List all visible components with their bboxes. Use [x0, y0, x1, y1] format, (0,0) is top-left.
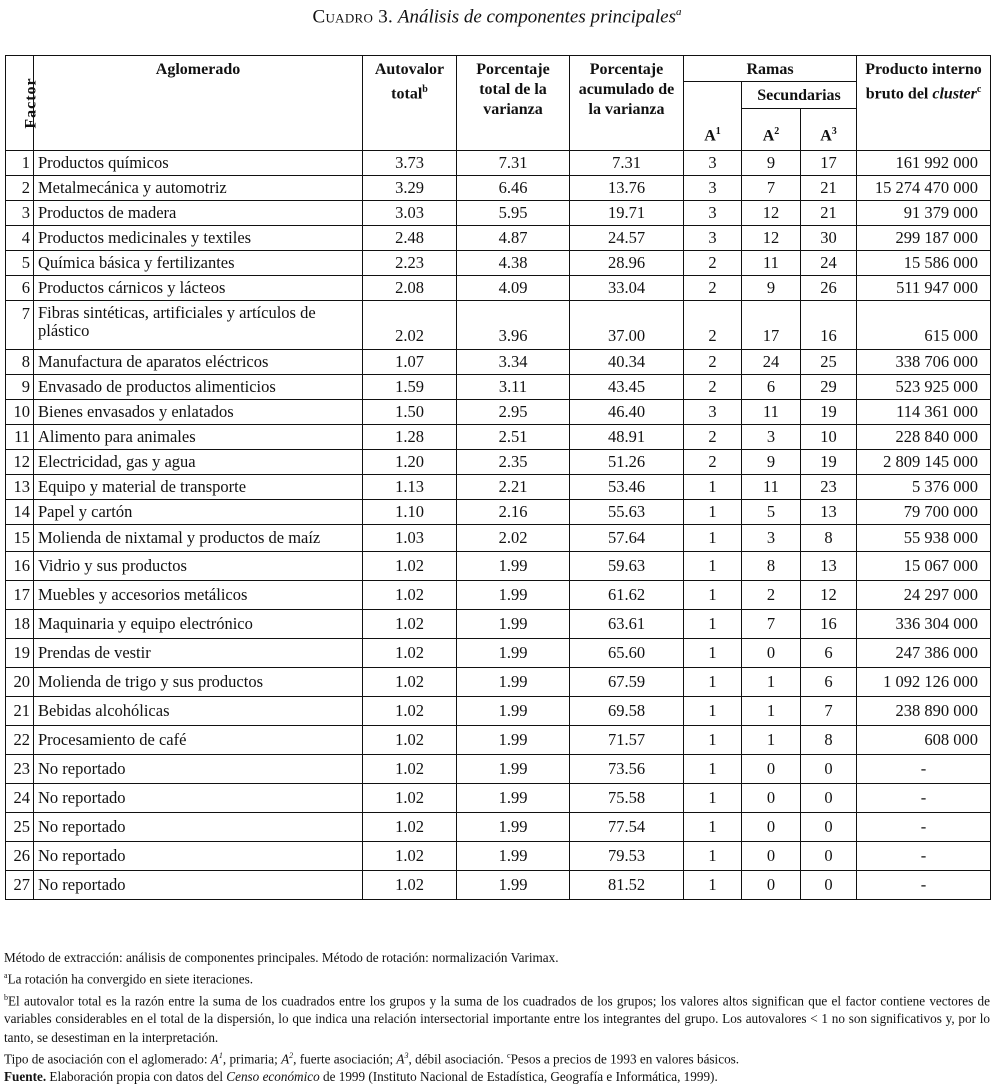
pib-cell: -: [857, 813, 991, 842]
pib-cell: 55 938 000: [857, 525, 991, 552]
a3-cell: 0: [801, 871, 857, 900]
autovalor-cell: 1.20: [363, 450, 457, 475]
table-row: [6, 755, 991, 784]
aglomerado-cell: Productos cárnicos y lácteos: [34, 276, 363, 301]
table-row: [6, 425, 991, 450]
a1-cell: 2: [684, 425, 742, 450]
a1-cell: 1: [684, 610, 742, 639]
a1-cell: 1: [684, 755, 742, 784]
autovalor-cell: 1.02: [363, 552, 457, 581]
aglomerado-cell: Productos de madera: [34, 201, 363, 226]
aglomerado-cell: Prendas de vestir: [34, 639, 363, 668]
porcentaje-total-cell: 6.46: [457, 176, 570, 201]
pib-cell: 338 706 000: [857, 350, 991, 375]
header-a2: $A^2$: [742, 109, 801, 151]
factor-cell: 11: [6, 425, 34, 450]
a2-cell: 8: [742, 552, 801, 581]
table-row: [6, 784, 991, 813]
porcentaje-acumulado-cell: 28.96: [570, 251, 684, 276]
porcentaje-total-cell: 5.95: [457, 201, 570, 226]
factor-cell: 3: [6, 201, 34, 226]
header-aglomerado: Aglomerado: [34, 56, 363, 151]
porcentaje-total-cell: 1.99: [457, 697, 570, 726]
aglomerado-cell: Equipo y material de transporte: [34, 475, 363, 500]
a1-cell: 3: [684, 226, 742, 251]
aglomerado-cell: No reportado: [34, 871, 363, 900]
table-row: [6, 151, 991, 176]
a2-cell: 12: [742, 201, 801, 226]
table-row: [6, 201, 991, 226]
a1-cell: 3: [684, 201, 742, 226]
table-row: [6, 251, 991, 276]
pib-cell: -: [857, 842, 991, 871]
autovalor-cell: 1.28: [363, 425, 457, 450]
porcentaje-acumulado-cell: 77.54: [570, 813, 684, 842]
a2-cell: 3: [742, 425, 801, 450]
porcentaje-acumulado-cell: 13.76: [570, 176, 684, 201]
autovalor-cell: 1.02: [363, 668, 457, 697]
porcentaje-total-cell: 1.99: [457, 755, 570, 784]
pib-cell: -: [857, 755, 991, 784]
a2-cell: 0: [742, 755, 801, 784]
a2-cell: 11: [742, 400, 801, 425]
a3-cell: 8: [801, 726, 857, 755]
porcentaje-total-cell: 2.16: [457, 500, 570, 525]
porcentaje-total-cell: 1.99: [457, 552, 570, 581]
table-row: [6, 450, 991, 475]
pib-cell: 615 000: [857, 301, 991, 350]
aglomerado-cell: Productos químicos: [34, 151, 363, 176]
pib-cell: 511 947 000: [857, 276, 991, 301]
table-row: [6, 301, 991, 350]
factor-cell: 9: [6, 375, 34, 400]
a2-cell: 2: [742, 581, 801, 610]
factor-cell: 26: [6, 842, 34, 871]
autovalor-cell: 1.02: [363, 813, 457, 842]
a2-cell: 0: [742, 813, 801, 842]
factor-cell: 5: [6, 251, 34, 276]
a3-cell: 12: [801, 581, 857, 610]
a2-cell: 1: [742, 726, 801, 755]
factor-cell: 18: [6, 610, 34, 639]
a2-cell: 0: [742, 871, 801, 900]
autovalor-cell: 2.23: [363, 251, 457, 276]
autovalor-cell: 1.02: [363, 784, 457, 813]
porcentaje-total-cell: 1.99: [457, 871, 570, 900]
aglomerado-cell: Molienda de trigo y sus productos: [34, 668, 363, 697]
porcentaje-acumulado-cell: 73.56: [570, 755, 684, 784]
aglomerado-cell: Electricidad, gas y agua: [34, 450, 363, 475]
autovalor-cell: 1.02: [363, 726, 457, 755]
pib-cell: 336 304 000: [857, 610, 991, 639]
porcentaje-acumulado-cell: 33.04: [570, 276, 684, 301]
aglomerado-cell: No reportado: [34, 842, 363, 871]
a3-cell: 13: [801, 500, 857, 525]
factor-cell: 1: [6, 151, 34, 176]
autovalor-cell: 2.48: [363, 226, 457, 251]
porcentaje-acumulado-cell: 7.31: [570, 151, 684, 176]
a3-cell: 16: [801, 610, 857, 639]
table-row: [6, 375, 991, 400]
aglomerado-cell: Bebidas alcohólicas: [34, 697, 363, 726]
autovalor-cell: 1.02: [363, 639, 457, 668]
pib-cell: 114 361 000: [857, 400, 991, 425]
a1-cell: 1: [684, 581, 742, 610]
pib-cell: 1 092 126 000: [857, 668, 991, 697]
porcentaje-acumulado-cell: 53.46: [570, 475, 684, 500]
autovalor-cell: 1.59: [363, 375, 457, 400]
aglomerado-cell: Maquinaria y equipo electrónico: [34, 610, 363, 639]
a1-cell: 3: [684, 400, 742, 425]
porcentaje-acumulado-cell: 46.40: [570, 400, 684, 425]
a3-cell: 6: [801, 668, 857, 697]
factor-cell: 25: [6, 813, 34, 842]
a3-cell: 21: [801, 176, 857, 201]
a3-cell: 0: [801, 813, 857, 842]
porcentaje-total-cell: 1.99: [457, 668, 570, 697]
aglomerado-cell: Manufactura de aparatos eléctricos: [34, 350, 363, 375]
table-row: [6, 668, 991, 697]
pib-cell: 79 700 000: [857, 500, 991, 525]
table-row: [6, 639, 991, 668]
porcentaje-total-cell: 3.34: [457, 350, 570, 375]
autovalor-cell: 1.02: [363, 842, 457, 871]
a1-cell: 1: [684, 639, 742, 668]
a1-cell: 1: [684, 813, 742, 842]
porcentaje-total-cell: 1.99: [457, 813, 570, 842]
table-row: [6, 610, 991, 639]
aglomerado-cell: Química básica y fertilizantes: [34, 251, 363, 276]
table-row: [6, 581, 991, 610]
aglomerado-cell: Molienda de nixtamal y productos de maíz: [34, 525, 363, 552]
a3-cell: 21: [801, 201, 857, 226]
aglomerado-cell: No reportado: [34, 755, 363, 784]
aglomerado-cell: Bienes envasados y enlatados: [34, 400, 363, 425]
a1-cell: 1: [684, 668, 742, 697]
porcentaje-total-cell: 1.99: [457, 639, 570, 668]
aglomerado-cell: Alimento para animales: [34, 425, 363, 450]
a2-cell: 11: [742, 251, 801, 276]
autovalor-cell: 2.02: [363, 301, 457, 350]
a1-cell: 2: [684, 301, 742, 350]
pib-cell: 238 890 000: [857, 697, 991, 726]
porcentaje-total-cell: 2.02: [457, 525, 570, 552]
porcentaje-total-cell: 2.95: [457, 400, 570, 425]
porcentaje-acumulado-cell: 19.71: [570, 201, 684, 226]
pib-cell: 161 992 000: [857, 151, 991, 176]
header-pib: Producto interno bruto del cluster$^c$: [857, 56, 991, 151]
aglomerado-cell: Muebles y accesorios metálicos: [34, 581, 363, 610]
a1-cell: 3: [684, 176, 742, 201]
autovalor-cell: 3.03: [363, 201, 457, 226]
table-row: [6, 176, 991, 201]
autovalor-cell: 1.02: [363, 697, 457, 726]
porcentaje-acumulado-cell: 51.26: [570, 450, 684, 475]
aglomerado-cell: Procesamiento de café: [34, 726, 363, 755]
factor-cell: 22: [6, 726, 34, 755]
factor-cell: 4: [6, 226, 34, 251]
pib-cell: 247 386 000: [857, 639, 991, 668]
porcentaje-total-cell: 4.87: [457, 226, 570, 251]
porcentaje-total-cell: 3.96: [457, 301, 570, 350]
a2-cell: 1: [742, 668, 801, 697]
header-a3: $A^3$: [801, 109, 857, 151]
pib-cell: 5 376 000: [857, 475, 991, 500]
aglomerado-cell: Papel y cartón: [34, 500, 363, 525]
header-porcentaje-acumulado: Porcentaje acumulado de la varianza: [570, 56, 684, 151]
autovalor-cell: 1.02: [363, 755, 457, 784]
a2-cell: 9: [742, 151, 801, 176]
a1-cell: 1: [684, 842, 742, 871]
a1-cell: 2: [684, 350, 742, 375]
a2-cell: 5: [742, 500, 801, 525]
a2-cell: 0: [742, 639, 801, 668]
header-ramas: Ramas: [684, 56, 857, 82]
factor-cell: 10: [6, 400, 34, 425]
pib-cell: 15 067 000: [857, 552, 991, 581]
porcentaje-acumulado-cell: 24.57: [570, 226, 684, 251]
porcentaje-acumulado-cell: 79.53: [570, 842, 684, 871]
porcentaje-total-cell: 7.31: [457, 151, 570, 176]
table-notes: [4, 949, 990, 1087]
a2-cell: 9: [742, 450, 801, 475]
pib-cell: 91 379 000: [857, 201, 991, 226]
header-autovalor: Autovalor total$^b$: [363, 56, 457, 151]
aglomerado-cell: Fibras sintéticas, artificiales y artículos de plástico: [34, 301, 363, 350]
a1-cell: 2: [684, 375, 742, 400]
aglomerado-cell: Vidrio y sus productos: [34, 552, 363, 581]
note-method: Método de extracción: análisis de componentes principales. Método de rotación: normalización Varimax.: [4, 950, 559, 965]
factor-cell: 27: [6, 871, 34, 900]
porcentaje-total-cell: 2.21: [457, 475, 570, 500]
factor-cell: 7: [6, 301, 34, 350]
factor-cell: 20: [6, 668, 34, 697]
table-row: [6, 842, 991, 871]
autovalor-cell: 1.02: [363, 581, 457, 610]
factor-cell: 19: [6, 639, 34, 668]
pib-cell: -: [857, 784, 991, 813]
factor-cell: 17: [6, 581, 34, 610]
table-row: [6, 226, 991, 251]
pib-cell: 24 297 000: [857, 581, 991, 610]
table-row: [6, 276, 991, 301]
porcentaje-acumulado-cell: 81.52: [570, 871, 684, 900]
a3-cell: 6: [801, 639, 857, 668]
a1-cell: 1: [684, 525, 742, 552]
table-row: [6, 697, 991, 726]
a3-cell: 26: [801, 276, 857, 301]
table-label: Cuadro 3.: [312, 6, 394, 28]
aglomerado-cell: Envasado de productos alimenticios: [34, 375, 363, 400]
autovalor-cell: 1.02: [363, 871, 457, 900]
autovalor-cell: 3.29: [363, 176, 457, 201]
pib-cell: 299 187 000: [857, 226, 991, 251]
aglomerado-cell: No reportado: [34, 813, 363, 842]
porcentaje-total-cell: 2.35: [457, 450, 570, 475]
porcentaje-total-cell: 4.09: [457, 276, 570, 301]
a3-cell: 8: [801, 525, 857, 552]
porcentaje-acumulado-cell: 43.45: [570, 375, 684, 400]
a3-cell: 23: [801, 475, 857, 500]
factor-cell: 2: [6, 176, 34, 201]
factor-cell: 14: [6, 500, 34, 525]
a3-cell: 29: [801, 375, 857, 400]
a1-cell: 2: [684, 276, 742, 301]
header-secundarias: Secundarias: [742, 82, 857, 109]
table-row: [6, 500, 991, 525]
a2-cell: 17: [742, 301, 801, 350]
note-source: Fuente. Elaboración propia con datos del Censo económico de 1999 (Instituto Nacional de Estadística, Geografía e Informática, 1999).: [4, 1069, 718, 1085]
a3-cell: 16: [801, 301, 857, 350]
a2-cell: 0: [742, 842, 801, 871]
table-row: [6, 400, 991, 425]
table-caption: Análisis de componentes principales: [397, 6, 676, 28]
porcentaje-acumulado-cell: 69.58: [570, 697, 684, 726]
a3-cell: 25: [801, 350, 857, 375]
porcentaje-acumulado-cell: 63.61: [570, 610, 684, 639]
aglomerado-cell: No reportado: [34, 784, 363, 813]
porcentaje-total-cell: 1.99: [457, 726, 570, 755]
autovalor-cell: 1.50: [363, 400, 457, 425]
a1-cell: 1: [684, 552, 742, 581]
porcentaje-acumulado-cell: 61.62: [570, 581, 684, 610]
porcentaje-total-cell: 1.99: [457, 784, 570, 813]
a2-cell: 7: [742, 610, 801, 639]
a2-cell: 0: [742, 784, 801, 813]
a1-cell: 1: [684, 784, 742, 813]
porcentaje-acumulado-cell: 57.64: [570, 525, 684, 552]
aglomerado-cell: Productos medicinales y textiles: [34, 226, 363, 251]
porcentaje-acumulado-cell: 59.63: [570, 552, 684, 581]
a2-cell: 24: [742, 350, 801, 375]
a3-cell: 0: [801, 784, 857, 813]
pib-cell: -: [857, 871, 991, 900]
autovalor-cell: 3.73: [363, 151, 457, 176]
porcentaje-total-cell: 1.99: [457, 581, 570, 610]
autovalor-cell: 1.07: [363, 350, 457, 375]
a1-cell: 1: [684, 697, 742, 726]
autovalor-cell: 1.02: [363, 610, 457, 639]
a2-cell: 6: [742, 375, 801, 400]
a2-cell: 3: [742, 525, 801, 552]
table-row: [6, 552, 991, 581]
porcentaje-acumulado-cell: 37.00: [570, 301, 684, 350]
a3-cell: 13: [801, 552, 857, 581]
principal-components-table: [5, 55, 991, 900]
porcentaje-acumulado-cell: 75.58: [570, 784, 684, 813]
a2-cell: 12: [742, 226, 801, 251]
table-row: [6, 475, 991, 500]
autovalor-cell: 1.10: [363, 500, 457, 525]
a3-cell: 17: [801, 151, 857, 176]
a3-cell: 24: [801, 251, 857, 276]
note-b: $^b$El autovalor total es la razón entre la suma de los cuadrados entre los grupos y la suma de los cuadrados de los grupos; los valores altos significan que el factor contiene vectores de variables considerables en el total de la dispersión, lo que indica una relación intersectorial importante entre los integrantes del grupo. Los autovalores < 1 no son significativos y, por lo tanto, se desestiman en la interpretación.: [4, 992, 990, 1045]
a2-cell: 11: [742, 475, 801, 500]
a2-cell: 7: [742, 176, 801, 201]
pib-cell: 2 809 145 000: [857, 450, 991, 475]
pib-cell: 228 840 000: [857, 425, 991, 450]
table-row: [6, 726, 991, 755]
pib-cell: 15 586 000: [857, 251, 991, 276]
autovalor-cell: 1.13: [363, 475, 457, 500]
porcentaje-total-cell: 3.11: [457, 375, 570, 400]
a3-cell: 19: [801, 400, 857, 425]
header-a1: $A^1$: [684, 82, 742, 151]
note-a: $^a$La rotación ha convergido en siete iteraciones.: [4, 971, 254, 987]
porcentaje-total-cell: 4.38: [457, 251, 570, 276]
factor-cell: 21: [6, 697, 34, 726]
porcentaje-acumulado-cell: 48.91: [570, 425, 684, 450]
factor-cell: 16: [6, 552, 34, 581]
pib-cell: 608 000: [857, 726, 991, 755]
a1-cell: 1: [684, 726, 742, 755]
table-row: [6, 350, 991, 375]
porcentaje-total-cell: 1.99: [457, 610, 570, 639]
factor-cell: 8: [6, 350, 34, 375]
factor-cell: 15: [6, 525, 34, 552]
porcentaje-acumulado-cell: 65.60: [570, 639, 684, 668]
pib-cell: 523 925 000: [857, 375, 991, 400]
table-row: [6, 525, 991, 552]
a1-cell: 1: [684, 475, 742, 500]
porcentaje-acumulado-cell: 67.59: [570, 668, 684, 697]
a1-cell: 2: [684, 450, 742, 475]
table-title: [0, 0, 994, 29]
pib-cell: 15 274 470 000: [857, 176, 991, 201]
porcentaje-acumulado-cell: 40.34: [570, 350, 684, 375]
porcentaje-total-cell: 2.51: [457, 425, 570, 450]
a1-cell: 2: [684, 251, 742, 276]
autovalor-cell: 2.08: [363, 276, 457, 301]
a3-cell: 30: [801, 226, 857, 251]
porcentaje-acumulado-cell: 71.57: [570, 726, 684, 755]
factor-cell: 24: [6, 784, 34, 813]
factor-cell: 13: [6, 475, 34, 500]
header-porcentaje-total: Porcentaje total de la varianza: [457, 56, 570, 151]
a2-cell: 9: [742, 276, 801, 301]
a3-cell: 7: [801, 697, 857, 726]
porcentaje-total-cell: 1.99: [457, 842, 570, 871]
factor-cell: 6: [6, 276, 34, 301]
autovalor-cell: 1.03: [363, 525, 457, 552]
title-footnote-mark: a: [675, 6, 682, 18]
table-row: [6, 813, 991, 842]
note-association: Tipo de asociación con el aglomerado: $A^1$, primaria; $A^2$, fuerte asociación; $A^3$, débil asociación. $^c$Pesos a precios de 1993 en valores básicos.: [4, 1050, 740, 1067]
a3-cell: 0: [801, 755, 857, 784]
aglomerado-cell: Metalmecánica y automotriz: [34, 176, 363, 201]
a1-cell: 1: [684, 871, 742, 900]
a1-cell: 3: [684, 151, 742, 176]
porcentaje-acumulado-cell: 55.63: [570, 500, 684, 525]
a2-cell: 1: [742, 697, 801, 726]
a3-cell: 19: [801, 450, 857, 475]
factor-cell: 23: [6, 755, 34, 784]
a3-cell: 0: [801, 842, 857, 871]
a1-cell: 1: [684, 500, 742, 525]
factor-cell: 12: [6, 450, 34, 475]
table-row: [6, 871, 991, 900]
a3-cell: 10: [801, 425, 857, 450]
header-factor: Factor: [6, 56, 34, 151]
